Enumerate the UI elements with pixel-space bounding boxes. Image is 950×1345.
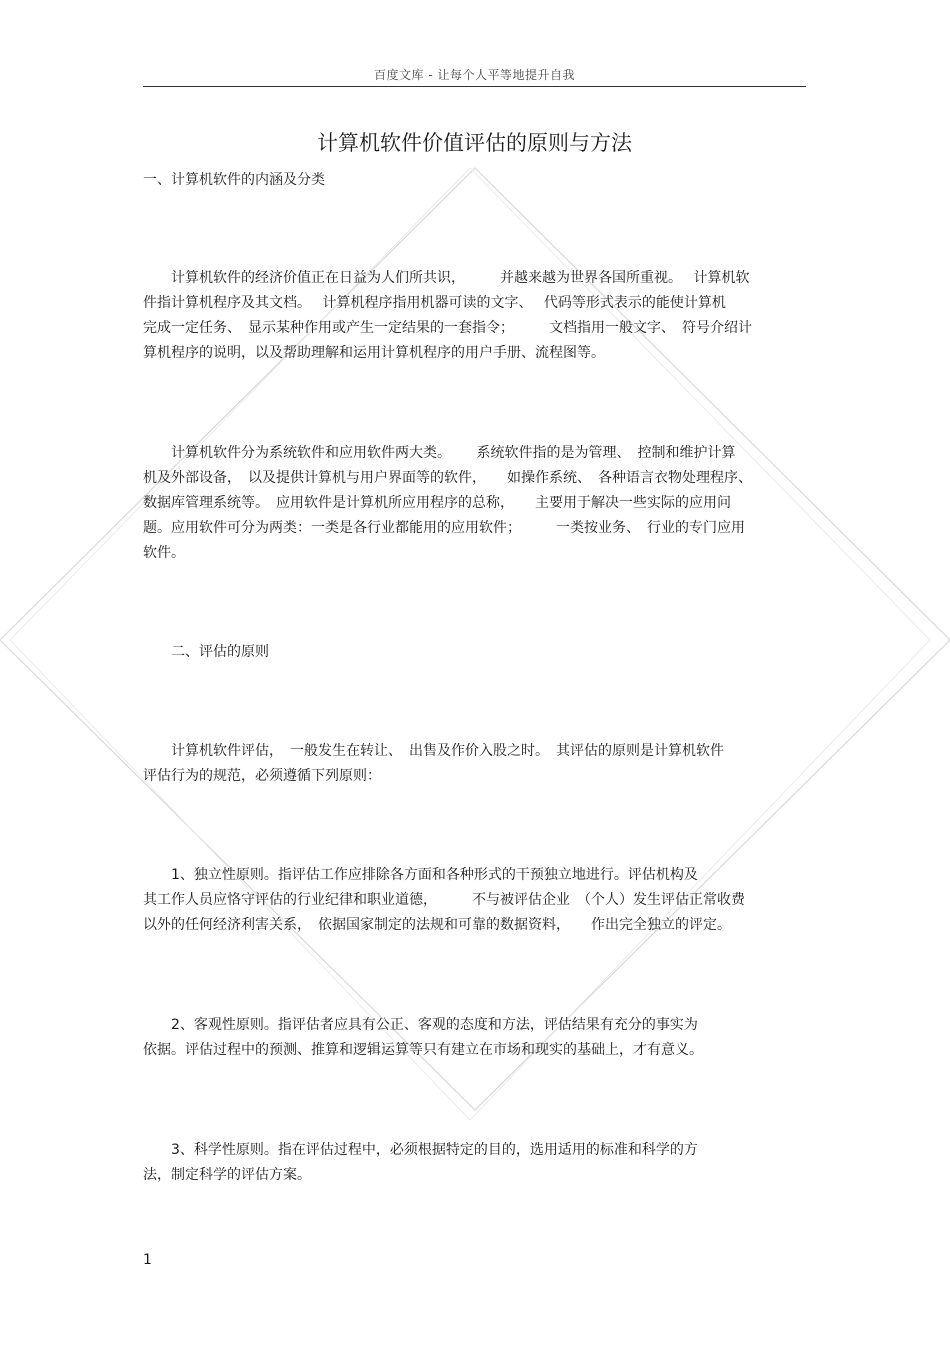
paragraph-line: 计算机软件的经济价值正在日益为人们所共识， 并越来越为世界各国所重视。 计算机软 xyxy=(143,270,750,286)
paragraph-line: 以外的任何经济利害关系， 依据国家制定的法规和可靠的数据资料， 作出完全独立的评定。 xyxy=(143,917,731,933)
header-divider xyxy=(143,86,806,87)
section-heading-1: 一、计算机软件的内涵及分类 xyxy=(143,172,325,188)
paragraph-line: 计算机软件评估， 一般发生在转让、 出售及作价入股之时。 其评估的原则是计算机软件 xyxy=(143,743,724,759)
paragraph-line: 计算机软件分为系统软件和应用软件两大类。 系统软件指的是为管理、 控制和维护计算 xyxy=(143,445,736,461)
document-title: 计算机软件价值评估的原则与方法 xyxy=(317,131,632,155)
paragraph-line: 1、独立性原则。指评估工作应排除各方面和各种形式的干预独立地进行。评估机构及 xyxy=(143,867,698,883)
page-header: 百度文库 - 让每个人平等地提升自我 xyxy=(374,68,575,82)
paragraph-line: 完成一定任务、 显示某种作用或产生一定结果的一套指令； 文档指用一般文字、 符号介绍计 xyxy=(143,320,752,336)
paragraph-line: 算机程序的说明，以及帮助理解和运用计算机程序的用户手册、流程图等。 xyxy=(143,345,605,361)
paragraph-line: 其工作人员应恪守评估的行业纪律和职业道德， 不与被评估企业 （个人）发生评估正常收费 xyxy=(143,892,745,908)
paragraph-line: 3、科学性原则。指在评估过程中，必须根据特定的目的，选用适用的标准和科学的方 xyxy=(143,1142,698,1158)
paragraph-line: 评估行为的规范，必须遵循下列原则： xyxy=(143,768,381,784)
paragraph-line: 法，制定科学的评估方案。 xyxy=(143,1167,311,1183)
paragraph-line: 数据库管理系统等。 应用软件是计算机所应用程序的总称， 主要用于解决一些实际的应用问 xyxy=(143,495,731,511)
paragraph-line: 题。应用软件可分为两类：一类是各行业都能用的应用软件； 一类按业务、 行业的专门应用 xyxy=(143,520,745,536)
paragraph-line: 依据。评估过程中的预测、推算和逻辑运算等只有建立在市场和现实的基础上，才有意义。 xyxy=(143,1042,703,1058)
paragraph-line: 机及外部设备， 以及提供计算机与用户界面等的软件， 如操作系统、 各种语言衣物处理程序、 xyxy=(143,470,752,486)
section-heading-2: 二、评估的原则 xyxy=(143,644,269,660)
paragraph-line: 软件。 xyxy=(143,545,185,561)
paragraph-line: 件指计算机程序及其文档。 计算机程序指用机器可读的文字、 代码等形式表示的能使计算机 xyxy=(143,295,726,311)
paragraph-line: 2、客观性原则。指评估者应具有公正、客观的态度和方法，评估结果有充分的事实为 xyxy=(143,1017,698,1033)
page-number: 1 xyxy=(143,1252,152,1268)
